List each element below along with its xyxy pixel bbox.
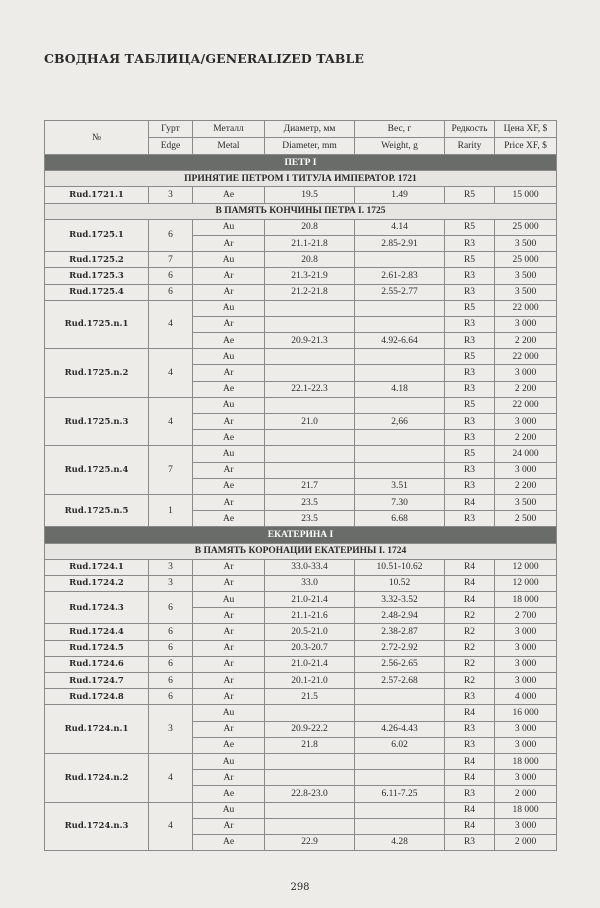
table-row — [45, 397, 557, 413]
diameter-cell: 22.8-23.0 — [265, 786, 355, 802]
rarity-cell: R3 — [445, 721, 495, 737]
weight-cell — [355, 802, 445, 818]
coin-id: Rud.1724.6 — [45, 656, 149, 672]
weight-cell — [355, 462, 445, 478]
coin-id: Rud.1724.7 — [45, 673, 149, 689]
price-cell: 3 000 — [495, 770, 557, 786]
table-row — [45, 802, 557, 818]
coin-id: Rud.1724.2 — [45, 575, 149, 591]
rarity-cell: R4 — [445, 802, 495, 818]
price-cell: 2 000 — [495, 834, 557, 850]
weight-cell — [355, 397, 445, 413]
weight-cell: 2.72-2.92 — [355, 640, 445, 656]
rarity-cell: R4 — [445, 559, 495, 575]
metal-cell: Ae — [193, 737, 265, 753]
weight-cell — [355, 705, 445, 721]
rarity-cell: R2 — [445, 673, 495, 689]
weight-cell — [355, 300, 445, 316]
price-cell: 22 000 — [495, 349, 557, 365]
diameter-cell: 33.0 — [265, 575, 355, 591]
metal-cell: Ae — [193, 333, 265, 349]
weight-cell: 7.30 — [355, 494, 445, 510]
diameter-cell — [265, 365, 355, 381]
section-title: ЕКАТЕРИНА I — [45, 527, 557, 543]
metal-cell: Ar — [193, 770, 265, 786]
edge-type: 6 — [149, 624, 193, 640]
price-cell: 24 000 — [495, 446, 557, 462]
metal-cell: Ae — [193, 511, 265, 527]
metal-cell: Ae — [193, 187, 265, 203]
header-price-ru: Цена XF, $ — [495, 121, 557, 138]
rarity-cell: R3 — [445, 235, 495, 251]
price-cell: 2 200 — [495, 478, 557, 494]
diameter-cell: 21.3-21.9 — [265, 268, 355, 284]
edge-type: 6 — [149, 284, 193, 300]
weight-cell — [355, 430, 445, 446]
rarity-cell: R3 — [445, 834, 495, 850]
coin-id: Rud.1725.1 — [45, 219, 149, 251]
price-cell: 3 000 — [495, 737, 557, 753]
coin-id: Rud.1725.3 — [45, 268, 149, 284]
diameter-cell: 33.0-33.4 — [265, 559, 355, 575]
rarity-cell: R3 — [445, 414, 495, 430]
metal-cell: Ar — [193, 365, 265, 381]
metal-cell: Ar — [193, 689, 265, 705]
weight-cell: 6.11-7.25 — [355, 786, 445, 802]
coin-id: Rud.1724.4 — [45, 624, 149, 640]
rarity-cell: R5 — [445, 300, 495, 316]
diameter-cell: 20.3-20.7 — [265, 640, 355, 656]
diameter-cell — [265, 349, 355, 365]
price-cell: 12 000 — [495, 575, 557, 591]
weight-cell: 4.92-6.64 — [355, 333, 445, 349]
page-number: 298 — [290, 882, 310, 893]
edge-type: 6 — [149, 673, 193, 689]
price-cell: 3 000 — [495, 818, 557, 834]
subsection-row — [45, 171, 557, 187]
rarity-cell: R4 — [445, 592, 495, 608]
table-row — [45, 219, 557, 235]
rarity-cell: R3 — [445, 381, 495, 397]
diameter-cell: 21.0 — [265, 414, 355, 430]
metal-cell: Ar — [193, 316, 265, 332]
metal-cell: Ae — [193, 834, 265, 850]
table-row — [45, 268, 557, 284]
rarity-cell: R2 — [445, 608, 495, 624]
table-row — [45, 494, 557, 510]
price-cell: 22 000 — [495, 397, 557, 413]
diameter-cell: 20.9-22.2 — [265, 721, 355, 737]
header-num: № — [45, 121, 149, 155]
price-cell: 3 000 — [495, 316, 557, 332]
table-row — [45, 446, 557, 462]
metal-cell: Au — [193, 592, 265, 608]
edge-type: 7 — [149, 252, 193, 268]
price-cell: 3 500 — [495, 268, 557, 284]
edge-type: 3 — [149, 575, 193, 591]
table-row — [45, 252, 557, 268]
diameter-cell — [265, 802, 355, 818]
weight-cell: 2.61-2.83 — [355, 268, 445, 284]
price-cell: 3 000 — [495, 673, 557, 689]
diameter-cell — [265, 446, 355, 462]
rarity-cell: R5 — [445, 219, 495, 235]
coin-id: Rud.1725.n.4 — [45, 446, 149, 495]
rarity-cell: R5 — [445, 397, 495, 413]
weight-cell — [355, 818, 445, 834]
metal-cell: Ar — [193, 673, 265, 689]
price-cell: 3 000 — [495, 640, 557, 656]
weight-cell: 2,66 — [355, 414, 445, 430]
price-cell: 3 000 — [495, 624, 557, 640]
header-rarity-en: Rarity — [445, 138, 495, 155]
edge-type: 3 — [149, 187, 193, 203]
weight-cell: 2.85-2.91 — [355, 235, 445, 251]
weight-cell: 4.18 — [355, 381, 445, 397]
table-row — [45, 673, 557, 689]
weight-cell — [355, 365, 445, 381]
metal-cell: Ar — [193, 462, 265, 478]
metal-cell: Au — [193, 219, 265, 235]
table-row — [45, 300, 557, 316]
weight-cell: 2.38-2.87 — [355, 624, 445, 640]
rarity-cell: R2 — [445, 640, 495, 656]
diameter-cell — [265, 705, 355, 721]
diameter-cell: 21.1-21.6 — [265, 608, 355, 624]
rarity-cell: R3 — [445, 478, 495, 494]
table-body — [45, 121, 557, 851]
rarity-cell: R3 — [445, 511, 495, 527]
diameter-cell: 19.5 — [265, 187, 355, 203]
rarity-cell: R3 — [445, 737, 495, 753]
rarity-cell: R2 — [445, 624, 495, 640]
metal-cell: Ar — [193, 268, 265, 284]
metal-cell: Ae — [193, 478, 265, 494]
edge-type: 6 — [149, 268, 193, 284]
header-price-en: Price XF, $ — [495, 138, 557, 155]
rarity-cell: R3 — [445, 430, 495, 446]
weight-cell — [355, 316, 445, 332]
price-cell: 16 000 — [495, 705, 557, 721]
header-diameter-en: Diameter, mm — [265, 138, 355, 155]
subsection-row — [45, 203, 557, 219]
subsection-title: ПРИНЯТИЕ ПЕТРОМ I ТИТУЛА ИМПЕРАТОР. 1721 — [45, 171, 557, 187]
rarity-cell: R3 — [445, 268, 495, 284]
header-weight-en: Weight, g — [355, 138, 445, 155]
edge-type: 7 — [149, 446, 193, 495]
edge-type: 4 — [149, 397, 193, 446]
diameter-cell: 22.9 — [265, 834, 355, 850]
metal-cell: Au — [193, 753, 265, 769]
rarity-cell: R3 — [445, 689, 495, 705]
rarity-cell: R4 — [445, 770, 495, 786]
rarity-cell: R4 — [445, 818, 495, 834]
edge-type: 6 — [149, 656, 193, 672]
price-cell: 3 500 — [495, 235, 557, 251]
table-row — [45, 559, 557, 575]
edge-type: 6 — [149, 219, 193, 251]
diameter-cell: 20.1-21.0 — [265, 673, 355, 689]
diameter-cell: 21.5 — [265, 689, 355, 705]
diameter-cell — [265, 300, 355, 316]
edge-type: 4 — [149, 300, 193, 349]
table-row — [45, 640, 557, 656]
metal-cell: Ae — [193, 430, 265, 446]
diameter-cell: 21.0-21.4 — [265, 592, 355, 608]
coin-id: Rud.1724.n.3 — [45, 802, 149, 851]
weight-cell — [355, 753, 445, 769]
rarity-cell: R3 — [445, 786, 495, 802]
price-cell: 2 500 — [495, 511, 557, 527]
rarity-cell: R3 — [445, 316, 495, 332]
price-cell: 25 000 — [495, 219, 557, 235]
price-cell: 2 700 — [495, 608, 557, 624]
rarity-cell: R2 — [445, 656, 495, 672]
price-cell: 15 000 — [495, 187, 557, 203]
price-cell: 12 000 — [495, 559, 557, 575]
diameter-cell: 21.8 — [265, 737, 355, 753]
diameter-cell: 21.2-21.8 — [265, 284, 355, 300]
header-metal-ru: Металл — [193, 121, 265, 138]
price-cell: 2 200 — [495, 333, 557, 349]
price-cell: 3 000 — [495, 462, 557, 478]
diameter-cell: 21.0-21.4 — [265, 656, 355, 672]
rarity-cell: R4 — [445, 753, 495, 769]
subsection-title: В ПАМЯТЬ КОРОНАЦИИ ЕКАТЕРИНЫ I. 1724 — [45, 543, 557, 559]
metal-cell: Ar — [193, 818, 265, 834]
edge-type: 4 — [149, 753, 193, 802]
header-weight-ru: Вес, г — [355, 121, 445, 138]
section-title: ПЕТР I — [45, 155, 557, 171]
metal-cell: Ae — [193, 786, 265, 802]
price-cell: 3 500 — [495, 494, 557, 510]
coin-id: Rud.1724.n.2 — [45, 753, 149, 802]
header-diameter-ru: Диаметр, мм — [265, 121, 355, 138]
metal-cell: Ar — [193, 284, 265, 300]
metal-cell: Ar — [193, 559, 265, 575]
price-cell: 4 000 — [495, 689, 557, 705]
price-cell: 18 000 — [495, 753, 557, 769]
edge-type: 3 — [149, 559, 193, 575]
rarity-cell: R3 — [445, 365, 495, 381]
edge-type: 3 — [149, 705, 193, 754]
diameter-cell — [265, 397, 355, 413]
table-row — [45, 349, 557, 365]
edge-type: 6 — [149, 592, 193, 624]
coin-id: Rud.1724.8 — [45, 689, 149, 705]
weight-cell: 3.51 — [355, 478, 445, 494]
coin-id: Rud.1725.n.3 — [45, 397, 149, 446]
header-rarity-ru: Редкость — [445, 121, 495, 138]
diameter-cell — [265, 753, 355, 769]
rarity-cell: R3 — [445, 284, 495, 300]
edge-type: 4 — [149, 802, 193, 851]
diameter-cell: 22.1-22.3 — [265, 381, 355, 397]
price-cell: 18 000 — [495, 592, 557, 608]
price-cell: 25 000 — [495, 252, 557, 268]
metal-cell: Ar — [193, 721, 265, 737]
price-cell: 2 000 — [495, 786, 557, 802]
page-heading: СВОДНАЯ ТАБЛИЦА/GENERALIZED TABLE — [44, 51, 364, 66]
coin-id: Rud.1725.2 — [45, 252, 149, 268]
table-row — [45, 284, 557, 300]
coin-id: Rud.1724.1 — [45, 559, 149, 575]
diameter-cell: 21.1-21.8 — [265, 235, 355, 251]
edge-type: 1 — [149, 494, 193, 526]
subsection-title: В ПАМЯТЬ КОНЧИНЫ ПЕТРА I. 1725 — [45, 203, 557, 219]
weight-cell — [355, 446, 445, 462]
rarity-cell: R5 — [445, 446, 495, 462]
table-row — [45, 656, 557, 672]
weight-cell: 2.48-2.94 — [355, 608, 445, 624]
diameter-cell — [265, 430, 355, 446]
weight-cell: 6.02 — [355, 737, 445, 753]
rarity-cell: R4 — [445, 705, 495, 721]
metal-cell: Au — [193, 446, 265, 462]
section-row — [45, 155, 557, 171]
coin-id: Rud.1724.n.1 — [45, 705, 149, 754]
weight-cell — [355, 252, 445, 268]
weight-cell: 6.68 — [355, 511, 445, 527]
price-cell: 22 000 — [495, 300, 557, 316]
diameter-cell: 20.9-21.3 — [265, 333, 355, 349]
header-edge-en: Edge — [149, 138, 193, 155]
metal-cell: Au — [193, 397, 265, 413]
diameter-cell — [265, 770, 355, 786]
coin-id: Rud.1721.1 — [45, 187, 149, 203]
price-cell: 2 200 — [495, 430, 557, 446]
rarity-cell: R4 — [445, 494, 495, 510]
weight-cell: 2.56-2.65 — [355, 656, 445, 672]
diameter-cell — [265, 316, 355, 332]
diameter-cell: 20.8 — [265, 252, 355, 268]
header-row-ru — [45, 121, 557, 138]
weight-cell: 10.51-10.62 — [355, 559, 445, 575]
weight-cell — [355, 689, 445, 705]
metal-cell: Ar — [193, 235, 265, 251]
metal-cell: Ae — [193, 381, 265, 397]
section-row — [45, 527, 557, 543]
price-cell: 18 000 — [495, 802, 557, 818]
price-cell: 3 000 — [495, 721, 557, 737]
weight-cell: 3.32-3.52 — [355, 592, 445, 608]
metal-cell: Ar — [193, 575, 265, 591]
weight-cell: 4.28 — [355, 834, 445, 850]
weight-cell — [355, 349, 445, 365]
weight-cell: 2.55-2.77 — [355, 284, 445, 300]
diameter-cell — [265, 818, 355, 834]
header-edge-ru: Гурт — [149, 121, 193, 138]
rarity-cell: R5 — [445, 252, 495, 268]
diameter-cell: 20.5-21.0 — [265, 624, 355, 640]
diameter-cell: 21.7 — [265, 478, 355, 494]
table-row — [45, 624, 557, 640]
generalized-table — [44, 120, 557, 851]
price-cell: 3 000 — [495, 414, 557, 430]
weight-cell: 4.14 — [355, 219, 445, 235]
edge-type: 6 — [149, 640, 193, 656]
metal-cell: Ar — [193, 608, 265, 624]
coin-id: Rud.1725.n.2 — [45, 349, 149, 398]
rarity-cell: R3 — [445, 462, 495, 478]
price-cell: 2 200 — [495, 381, 557, 397]
price-cell: 3 000 — [495, 365, 557, 381]
table-row — [45, 575, 557, 591]
diameter-cell — [265, 462, 355, 478]
weight-cell: 10.52 — [355, 575, 445, 591]
weight-cell: 4.26-4.43 — [355, 721, 445, 737]
table-row — [45, 187, 557, 203]
metal-cell: Au — [193, 802, 265, 818]
coin-id: Rud.1725.n.1 — [45, 300, 149, 349]
rarity-cell: R5 — [445, 187, 495, 203]
weight-cell: 2.57-2.68 — [355, 673, 445, 689]
coin-id: Rud.1725.n.5 — [45, 494, 149, 526]
metal-cell: Au — [193, 349, 265, 365]
metal-cell: Ar — [193, 640, 265, 656]
edge-type: 4 — [149, 349, 193, 398]
diameter-cell: 23.5 — [265, 494, 355, 510]
subsection-row — [45, 543, 557, 559]
coin-id: Rud.1725.4 — [45, 284, 149, 300]
table-row — [45, 592, 557, 608]
metal-cell: Ar — [193, 624, 265, 640]
coin-id: Rud.1724.3 — [45, 592, 149, 624]
diameter-cell: 23.5 — [265, 511, 355, 527]
table-row — [45, 689, 557, 705]
price-cell: 3 000 — [495, 656, 557, 672]
table-row — [45, 753, 557, 769]
weight-cell — [355, 770, 445, 786]
weight-cell: 1.49 — [355, 187, 445, 203]
header-metal-en: Metal — [193, 138, 265, 155]
rarity-cell: R5 — [445, 349, 495, 365]
price-cell: 3 500 — [495, 284, 557, 300]
table-row — [45, 705, 557, 721]
metal-cell: Au — [193, 300, 265, 316]
diameter-cell: 20.8 — [265, 219, 355, 235]
metal-cell: Ar — [193, 414, 265, 430]
edge-type: 6 — [149, 689, 193, 705]
metal-cell: Ar — [193, 494, 265, 510]
metal-cell: Au — [193, 252, 265, 268]
rarity-cell: R4 — [445, 575, 495, 591]
metal-cell: Au — [193, 705, 265, 721]
coin-id: Rud.1724.5 — [45, 640, 149, 656]
metal-cell: Ar — [193, 656, 265, 672]
rarity-cell: R3 — [445, 333, 495, 349]
